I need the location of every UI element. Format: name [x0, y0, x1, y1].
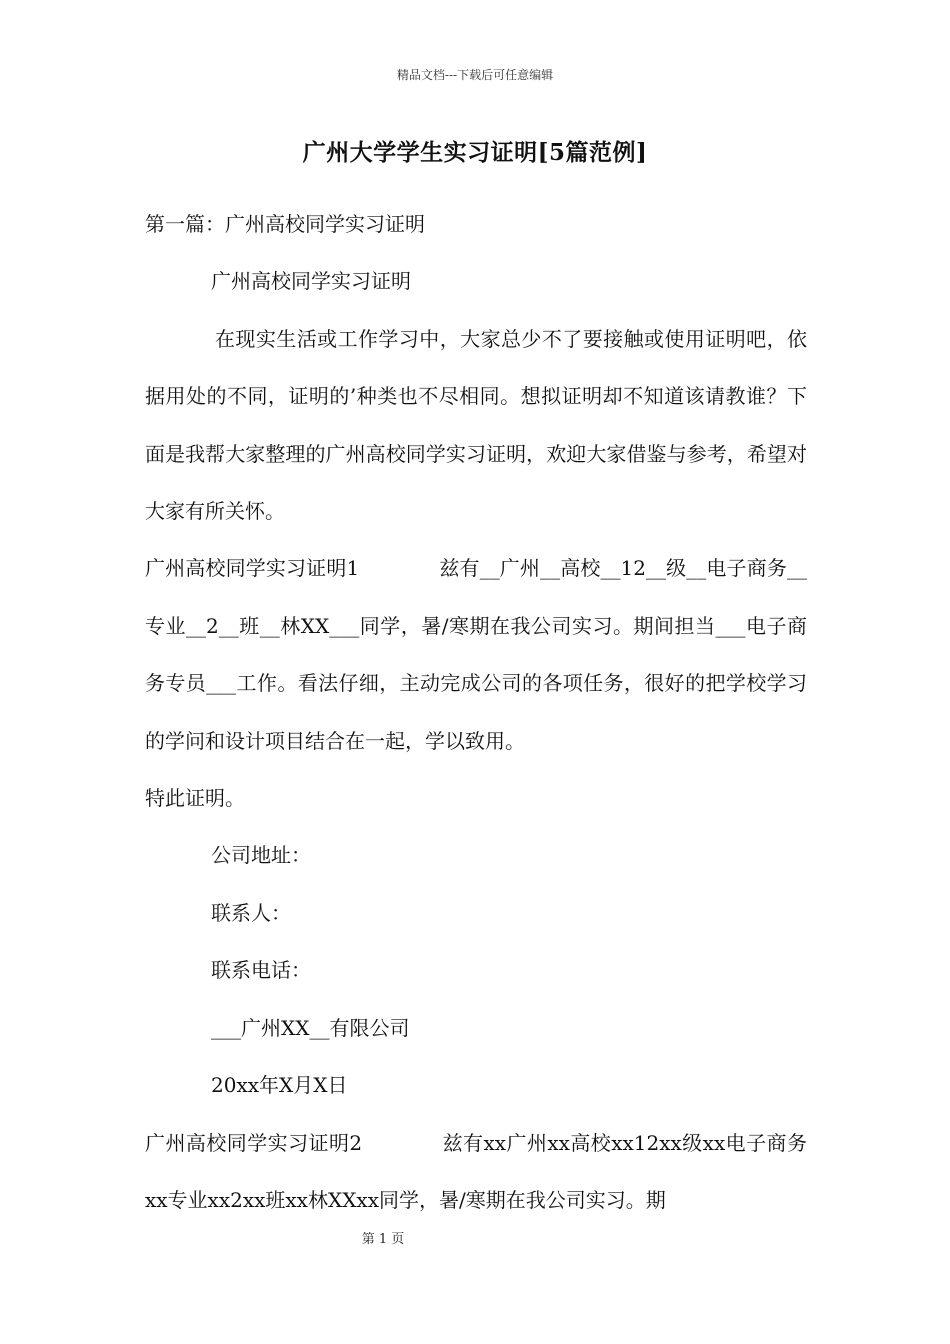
certificate-2-paragraph [145, 1115, 807, 1230]
subheading: 广州高校同学实习证明 [211, 269, 411, 294]
certificate-2-label: 广州高校同学实习证明2 [145, 1130, 363, 1155]
company-address-label: 公司地址： [211, 843, 311, 868]
company-name: ___广州XX__有限公司 [211, 1015, 410, 1040]
certificate-1-label: 广州高校同学实习证明1 [145, 556, 360, 581]
certificate-2-text: 兹有xx广州xx高校xx12xx级xx电子商务xx专业xx2xx班xx林XXxx同学，暑/寒期在我公司实习。期 [145, 1130, 807, 1212]
phone-label: 联系电话： [211, 958, 311, 983]
certificate-1-paragraph [145, 540, 807, 770]
certificate-1-closing: 特此证明。 [145, 786, 245, 811]
contact-label: 联系人： [211, 900, 291, 925]
date: 20xx年X月X日 [211, 1073, 348, 1098]
section-heading: 第一篇：广州高校同学实习证明 [145, 212, 425, 236]
header-note: 精品文档---下载后可任意编辑 [396, 68, 554, 82]
page-number: 第 1 页 [361, 1232, 405, 1247]
document-title: 广州大学学生实习证明[5篇范例] [302, 139, 648, 166]
certificate-1-text: 兹有__广州__高校__12__级__电子商务__专业__2__班__林XX___同学，暑/寒期在我公司实习。期间担当___电子商务专员___工作。看法仔细，主动完成公司的各项任务，很好的把学校学习的学问和设计项目结合在一起，学以致用。 [145, 556, 807, 753]
intro-paragraph: 在现实生活或工作学习中，大家总少不了要接触或使用证明吧，依据用处的不同，证明的’种类也不尽相同。想拟证明却不知道该请教谁？下面是我帮大家整理的广州高校同学实习证明，欢迎大家借鉴与参考，希望对大家有所关怀。 [145, 326, 807, 524]
document-body [145, 196, 807, 1229]
